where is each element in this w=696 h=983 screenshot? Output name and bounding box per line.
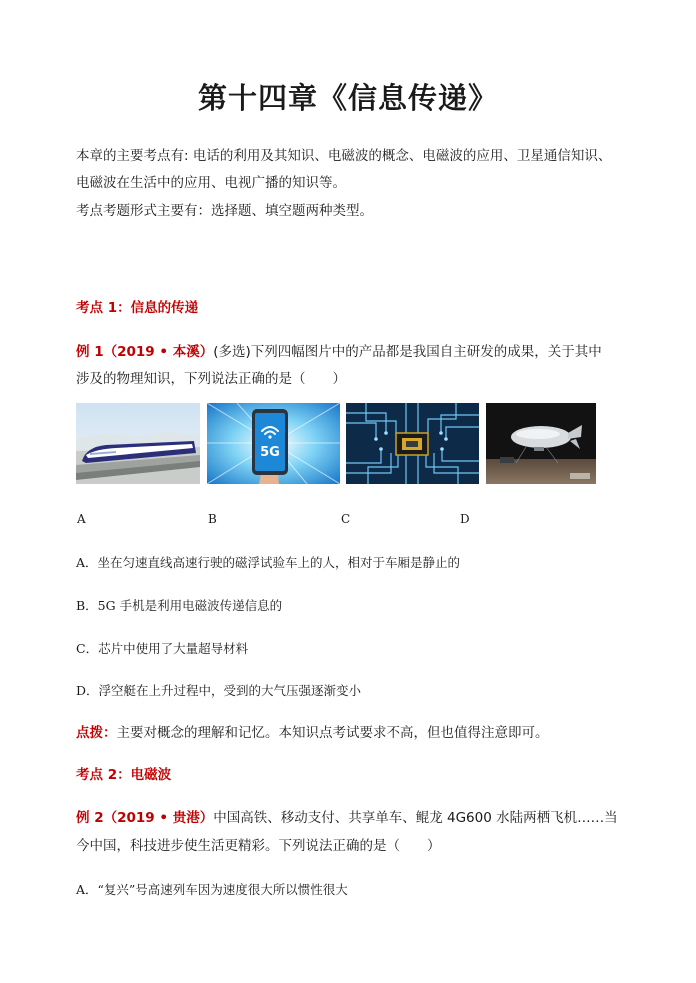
example-1-option-d: D．浮空艇在上升过程中，受到的大气压强逐渐变小 <box>76 683 362 698</box>
example-1-stem: (多选)下列四幅图片中的产品都是我国自主研发的成果，关于其中 <box>213 344 602 360</box>
example-1-line-2: 涉及的物理知识，下列说法正确的是（ ） <box>76 371 346 387</box>
tip-label: 点拨： <box>76 725 117 741</box>
image-caption-c: C <box>341 512 351 526</box>
example-1-source: （2019 • 本溪） <box>103 344 214 360</box>
5g-phone-image <box>207 403 340 484</box>
example-1-option-c: C．芯片中使用了大量超导材料 <box>76 641 249 656</box>
example-1-option-b: B．5G 手机是利用电磁波传递信息的 <box>76 598 283 613</box>
image-caption-a: A <box>77 512 86 526</box>
intro-line-2: 电磁波在生活中的应用、电视广播的知识等。 <box>76 175 346 191</box>
example-1-line-1 <box>76 342 602 362</box>
intro-line-3: 考点考题形式主要有：选择题、填空题两种类型。 <box>76 203 373 219</box>
example-1-option-a: A．坐在匀速直线高速行驶的磁浮试验车上的人，相对于车厢是静止的 <box>76 555 461 570</box>
example-2-stem: 中国高铁、移动支付、共享单车、鲲龙 4G600 水陆两栖飞机……当 <box>213 810 618 826</box>
intro-line-1: 本章的主要考点有: 电话的利用及其知识、电磁波的概念、电磁波的应用、卫星通信知识、 <box>76 148 612 164</box>
5g-text: 5G <box>260 445 280 460</box>
point-1-heading: 考点 1：信息的传递 <box>76 300 199 316</box>
example-1-tip <box>76 723 549 743</box>
example-2-option-a: A．“复兴”号高速列车因为速度很大所以惯性很大 <box>76 882 348 897</box>
example-2-line-1 <box>76 808 618 828</box>
point-2-heading: 考点 2：电磁波 <box>76 767 172 783</box>
airship-image <box>486 403 596 484</box>
image-caption-b: B <box>208 512 217 526</box>
tip-text: 主要对概念的理解和记忆。本知识点考试要求不高，但也值得注意即可。 <box>116 725 549 741</box>
maglev-train-image <box>76 403 200 484</box>
chapter-title: 第十四章《信息传递》 <box>197 81 498 115</box>
example-2-label: 例 2 <box>76 810 104 826</box>
example-1-label: 例 1 <box>76 344 104 360</box>
example-2-line-2: 今中国，科技进步使生活更精彩。下列说法正确的是（ ） <box>76 838 441 854</box>
image-caption-d: D <box>460 512 470 526</box>
chip-image <box>346 403 479 484</box>
example-2-source: （2019 • 贵港） <box>103 810 214 826</box>
